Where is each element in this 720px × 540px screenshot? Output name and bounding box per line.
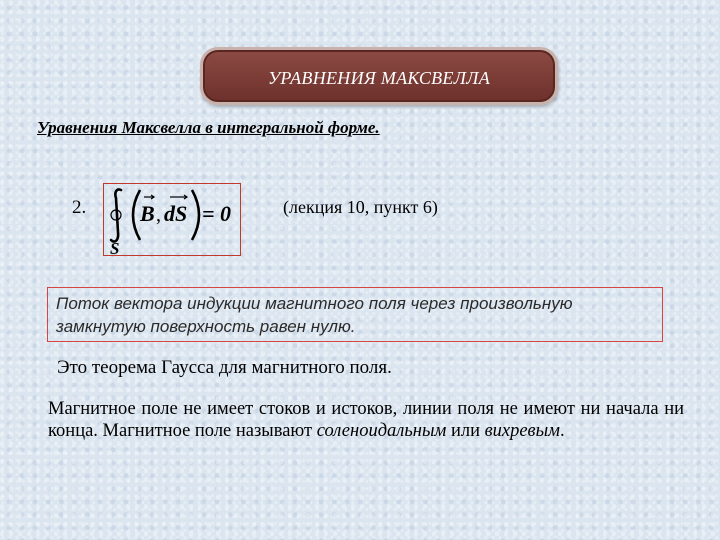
svg-text:,: , [156, 204, 161, 226]
formula-box [103, 183, 241, 256]
statement-text: Поток вектора индукции магнитного поля через произвольную замкнутую поверхность равен нулю. [56, 294, 573, 336]
surface-label: S [110, 239, 120, 257]
equation-number: 2. [72, 197, 87, 218]
lecture-reference: (лекция 10, пункт 6) [283, 197, 438, 217]
right-paren-icon [192, 190, 199, 240]
paragraph-text: Магнитное поле не имеет стоков и истоков, линии поля не имеют ни начала ни конца. Магнитное поле называют [48, 399, 684, 441]
equation-rhs: = 0 [202, 201, 232, 226]
paragraph [48, 398, 684, 442]
vector-ds: dS [164, 201, 188, 226]
slide-title: УРАВНЕНИЯ МАКСВЕЛЛА [267, 68, 490, 88]
term-solenoidal: соленоидальным [316, 421, 447, 441]
flux-formula [104, 184, 242, 257]
statement-box [47, 287, 663, 342]
paragraph-end: . [559, 421, 565, 441]
section-subtitle: Уравнения Максвелла в интегральной форме. [37, 118, 380, 137]
term-vortex: вихревым [484, 421, 560, 441]
vector-b: B [140, 201, 155, 226]
integral-icon [111, 189, 121, 241]
gauss-theorem-text: Это теорема Гаусса для магнитного поля. [57, 357, 392, 378]
title-plate [200, 47, 558, 105]
left-paren-icon [133, 190, 140, 240]
paragraph-connector: или [446, 421, 485, 441]
